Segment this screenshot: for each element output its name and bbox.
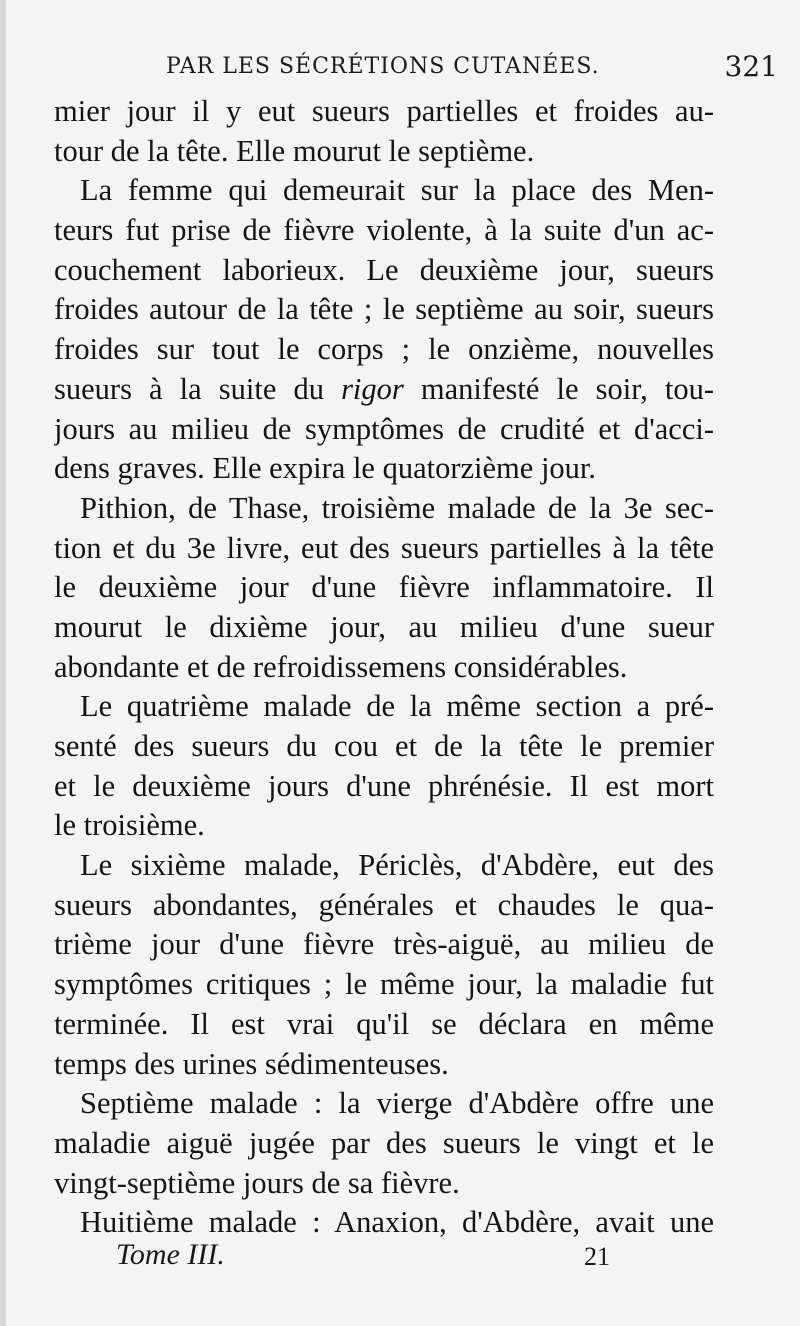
text-segment: sueurs à la suite du xyxy=(54,371,324,406)
text-line: Le quatrième malade de la même section a pré- xyxy=(80,689,714,724)
text-line: vingt-septième jours de sa fièvre. xyxy=(54,1165,460,1200)
volume-label: Tome III. xyxy=(116,1238,225,1271)
text-line: Septième malade : la vierge d'Abdère offre une xyxy=(80,1086,714,1121)
text-line: tour de la tête. Elle mourut le septième. xyxy=(54,133,535,168)
text-line: et le deuxième jours d'une phrénésie. Il est mort xyxy=(54,768,714,803)
text-line: dens graves. Elle expira le quatorzième jour. xyxy=(54,451,597,486)
text-line: terminée. Il est vrai qu'il se déclara en même xyxy=(54,1006,714,1041)
text-line: teurs fut prise de fièvre violente, à la suite d'un ac- xyxy=(54,213,714,248)
text-line: senté des sueurs du cou et de la tête le premier xyxy=(54,729,714,763)
text-line: Le sixième malade, Périclès, d'Abdère, eut des xyxy=(80,848,714,883)
text-line: le deuxième jour d'une fièvre inflammatoire. Il xyxy=(54,570,714,605)
text-line: symptômes critiques ; le même jour, la maladie fut xyxy=(54,967,714,1002)
italic-term: rigor xyxy=(341,371,404,406)
text-line: sueurs abondantes, générales et chaudes le qua- xyxy=(54,887,714,922)
page-number: 321 xyxy=(724,50,778,83)
text-line: Huitième malade : Anaxion, d'Abdère, avait une xyxy=(80,1205,714,1240)
running-head xyxy=(54,50,778,86)
text-line: jours au milieu de symptômes de crudité et d'acci- xyxy=(54,411,714,446)
text-line: mier jour il y eut sueurs partielles et froides au- xyxy=(54,94,714,128)
body-text xyxy=(54,92,714,1243)
text-segment: manifesté le soir, tou- xyxy=(420,371,714,406)
text-line: maladie aiguë jugée par des sueurs le vingt et le xyxy=(54,1125,714,1160)
text-line: Pithion, de Thase, troisième malade de la 3e sec- xyxy=(80,490,714,525)
running-title: PAR LES SÉCRÉTIONS CUTANÉES. xyxy=(166,54,600,79)
text-line: froides autour de la tête ; le septième au soir, sueurs xyxy=(54,292,714,327)
text-line-mixed xyxy=(54,370,714,410)
text-line: mourut le dixième jour, au milieu d'une sueur xyxy=(54,609,714,644)
text-line: tion et du 3e livre, eut des sueurs partielles à la tête xyxy=(54,530,714,565)
text-line: abondante et de refroidissemens considérables. xyxy=(54,649,628,684)
text-line: couchement laborieux. Le deuxième jour, sueurs xyxy=(54,252,714,287)
text-line: le troisième. xyxy=(54,808,205,843)
page-footer xyxy=(116,1238,610,1278)
text-line: trième jour d'une fièvre très-aiguë, au milieu de xyxy=(54,927,714,962)
signature-mark: 21 xyxy=(584,1242,610,1271)
text-line: La femme qui demeurait sur la place des Men- xyxy=(80,173,714,208)
text-line: temps des urines sédimenteuses. xyxy=(54,1046,449,1081)
text-line: froides sur tout le corps ; le onzième, nouvelles xyxy=(54,332,714,367)
